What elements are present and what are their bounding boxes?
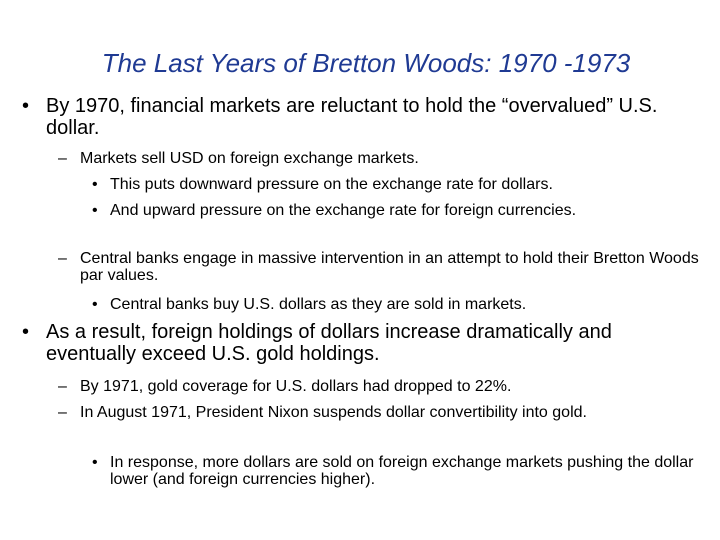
bullet-level1 [22, 322, 706, 365]
bullet-level3 [92, 454, 710, 489]
bullet-marker: – [58, 150, 67, 167]
bullet-level2 [58, 250, 710, 285]
bullet-text: Central banks engage in massive intervention in an attempt to hold their Bretton Woods par values. [80, 250, 699, 285]
bullet-marker: • [92, 202, 98, 219]
bullet-text: This puts downward pressure on the exchange rate for dollars. [110, 176, 553, 193]
bullet-marker: – [58, 250, 67, 267]
bullet-text: As a result, foreign holdings of dollars increase dramatically and eventually exceed U.S. gold holdings. [46, 321, 612, 365]
bullet-text: In response, more dollars are sold on foreign exchange markets pushing the dollar lower (and foreign currencies higher). [110, 454, 694, 489]
slide-title: The Last Years of Bretton Woods: 1970 -1973 [101, 48, 631, 78]
bullet-marker: • [92, 454, 98, 471]
bullet-text: In August 1971, President Nixon suspends dollar convertibility into gold. [80, 404, 587, 421]
bullet-text: By 1970, financial markets are reluctant to hold the “overvalued” U.S. dollar. [46, 95, 658, 139]
bullet-marker: • [22, 95, 30, 117]
bullet-level3 [92, 176, 710, 193]
bullet-level3 [92, 202, 670, 219]
bullet-text: Central banks buy U.S. dollars as they are sold in markets. [110, 296, 527, 313]
bullet-level2 [58, 404, 710, 421]
bullet-level2 [58, 150, 700, 167]
bullet-marker: • [92, 176, 98, 193]
bullet-text: Markets sell USD on foreign exchange markets. [80, 150, 419, 167]
bullet-level2 [58, 378, 700, 395]
bullet-marker: • [22, 321, 30, 343]
bullet-level1 [22, 96, 686, 139]
bullet-marker: • [92, 296, 98, 313]
bullet-level3 [92, 296, 710, 313]
bullet-text: By 1971, gold coverage for U.S. dollars had dropped to 22%. [80, 378, 512, 395]
bullet-text: And upward pressure on the exchange rate for foreign currencies. [110, 202, 577, 219]
bullet-marker: – [58, 404, 67, 421]
bullet-marker: – [58, 378, 67, 395]
